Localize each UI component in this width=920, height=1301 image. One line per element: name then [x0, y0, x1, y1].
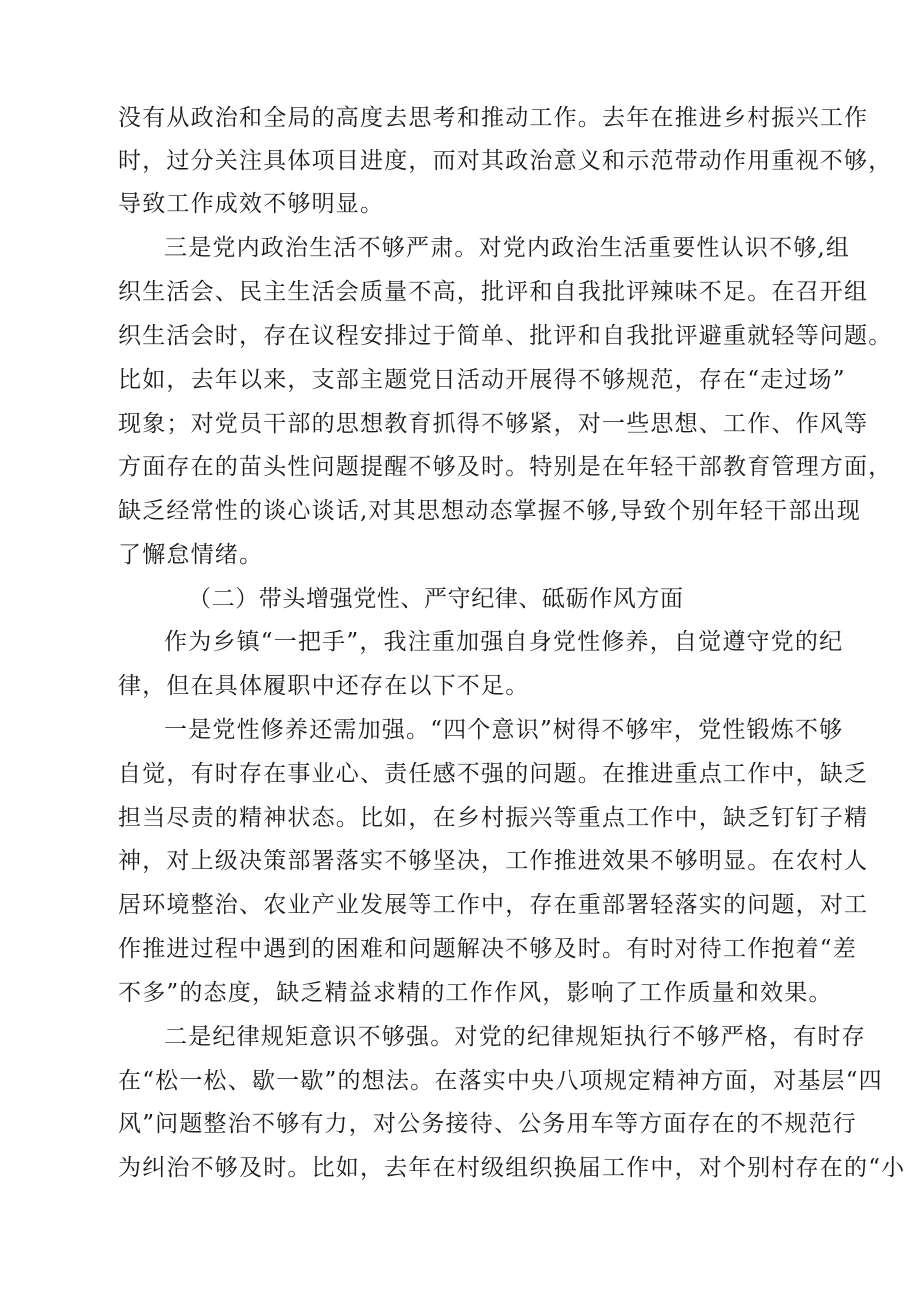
text-line: 为纠治不够及时。比如，去年在村级组织换届工作中，对个别村存在的“小: [118, 1155, 906, 1181]
text-line: 缺乏经常性的谈心谈话,对其思想动态掌握不够,导致个别年轻干部出现: [118, 498, 862, 524]
text-line: 不多”的态度，缺乏精益求精的工作作风，影响了工作质量和效果。: [118, 980, 833, 1006]
text-line: 神，对上级决策部署落实不够坚决，工作推进效果不够明显。在农村人: [118, 848, 869, 874]
text-line: 自觉，有时存在事业心、责任感不强的问题。在推进重点工作中，缺乏: [118, 761, 869, 787]
paragraph-first-line: 三是党内政治生活不够严肃。对党内政治生活重要性认识不够,组: [164, 235, 851, 261]
text-line: 没有从政治和全局的高度去思考和推动工作。去年在推进乡村振兴工作: [118, 105, 869, 131]
text-line: 现象；对党员干部的思想教育抓得不够紧，对一些思想、工作、作风等: [118, 411, 869, 437]
text-line: 在“松一松、歇一歇”的想法。在落实中央八项规定精神方面，对基层“四: [118, 1068, 883, 1094]
text-line: 织生活会、民主生活会质量不高，批评和自我批评辣味不足。在召开组: [118, 279, 869, 305]
text-line: 时，过分关注具体项目进度，而对其政治意义和示范带动作用重视不够，: [118, 148, 893, 174]
text-line: 了懈怠情绪。: [118, 542, 264, 568]
paragraph-first-line: 作为乡镇“一把手”，我注重加强自身党性修养，自觉遵守党的纪: [164, 629, 844, 655]
text-line: 比如，去年以来，支部主题党日活动开展得不够规范，存在“走过场”: [118, 367, 846, 393]
text-line: 作推进过程中遇到的困难和问题解决不够及时。有时对待工作抱着“差: [118, 936, 857, 962]
text-line: 律，但在具体履职中还存在以下不足。: [118, 673, 530, 699]
text-line: 方面存在的苗头性问题提醒不够及时。特别是在年轻干部教育管理方面，: [118, 454, 893, 480]
paragraph-first-line: 一是党性修养还需加强。“四个意识”树得不够牢，党性锻炼不够: [164, 717, 844, 743]
text-line: 担当尽责的精神状态。比如，在乡村振兴等重点工作中，缺乏钉钉子精: [118, 805, 869, 831]
text-line: 导致工作成效不够明显。: [118, 191, 385, 217]
text-line: 居环境整治、农业产业发展等工作中，存在重部署轻落实的问题，对工: [118, 892, 869, 918]
text-line: 风”问题整治不够有力，对公务接待、公务用车等方面存在的不规范行: [118, 1111, 857, 1137]
paragraph-first-line: 二是纪律规矩意识不够强。对党的纪律规矩执行不够严格，有时存: [164, 1024, 866, 1050]
text-line: 织生活会时，存在议程安排过于简单、批评和自我批评避重就轻等问题。: [118, 323, 893, 349]
section-heading: （二）带头增强党性、严守纪律、砥砺作风方面: [188, 586, 684, 612]
